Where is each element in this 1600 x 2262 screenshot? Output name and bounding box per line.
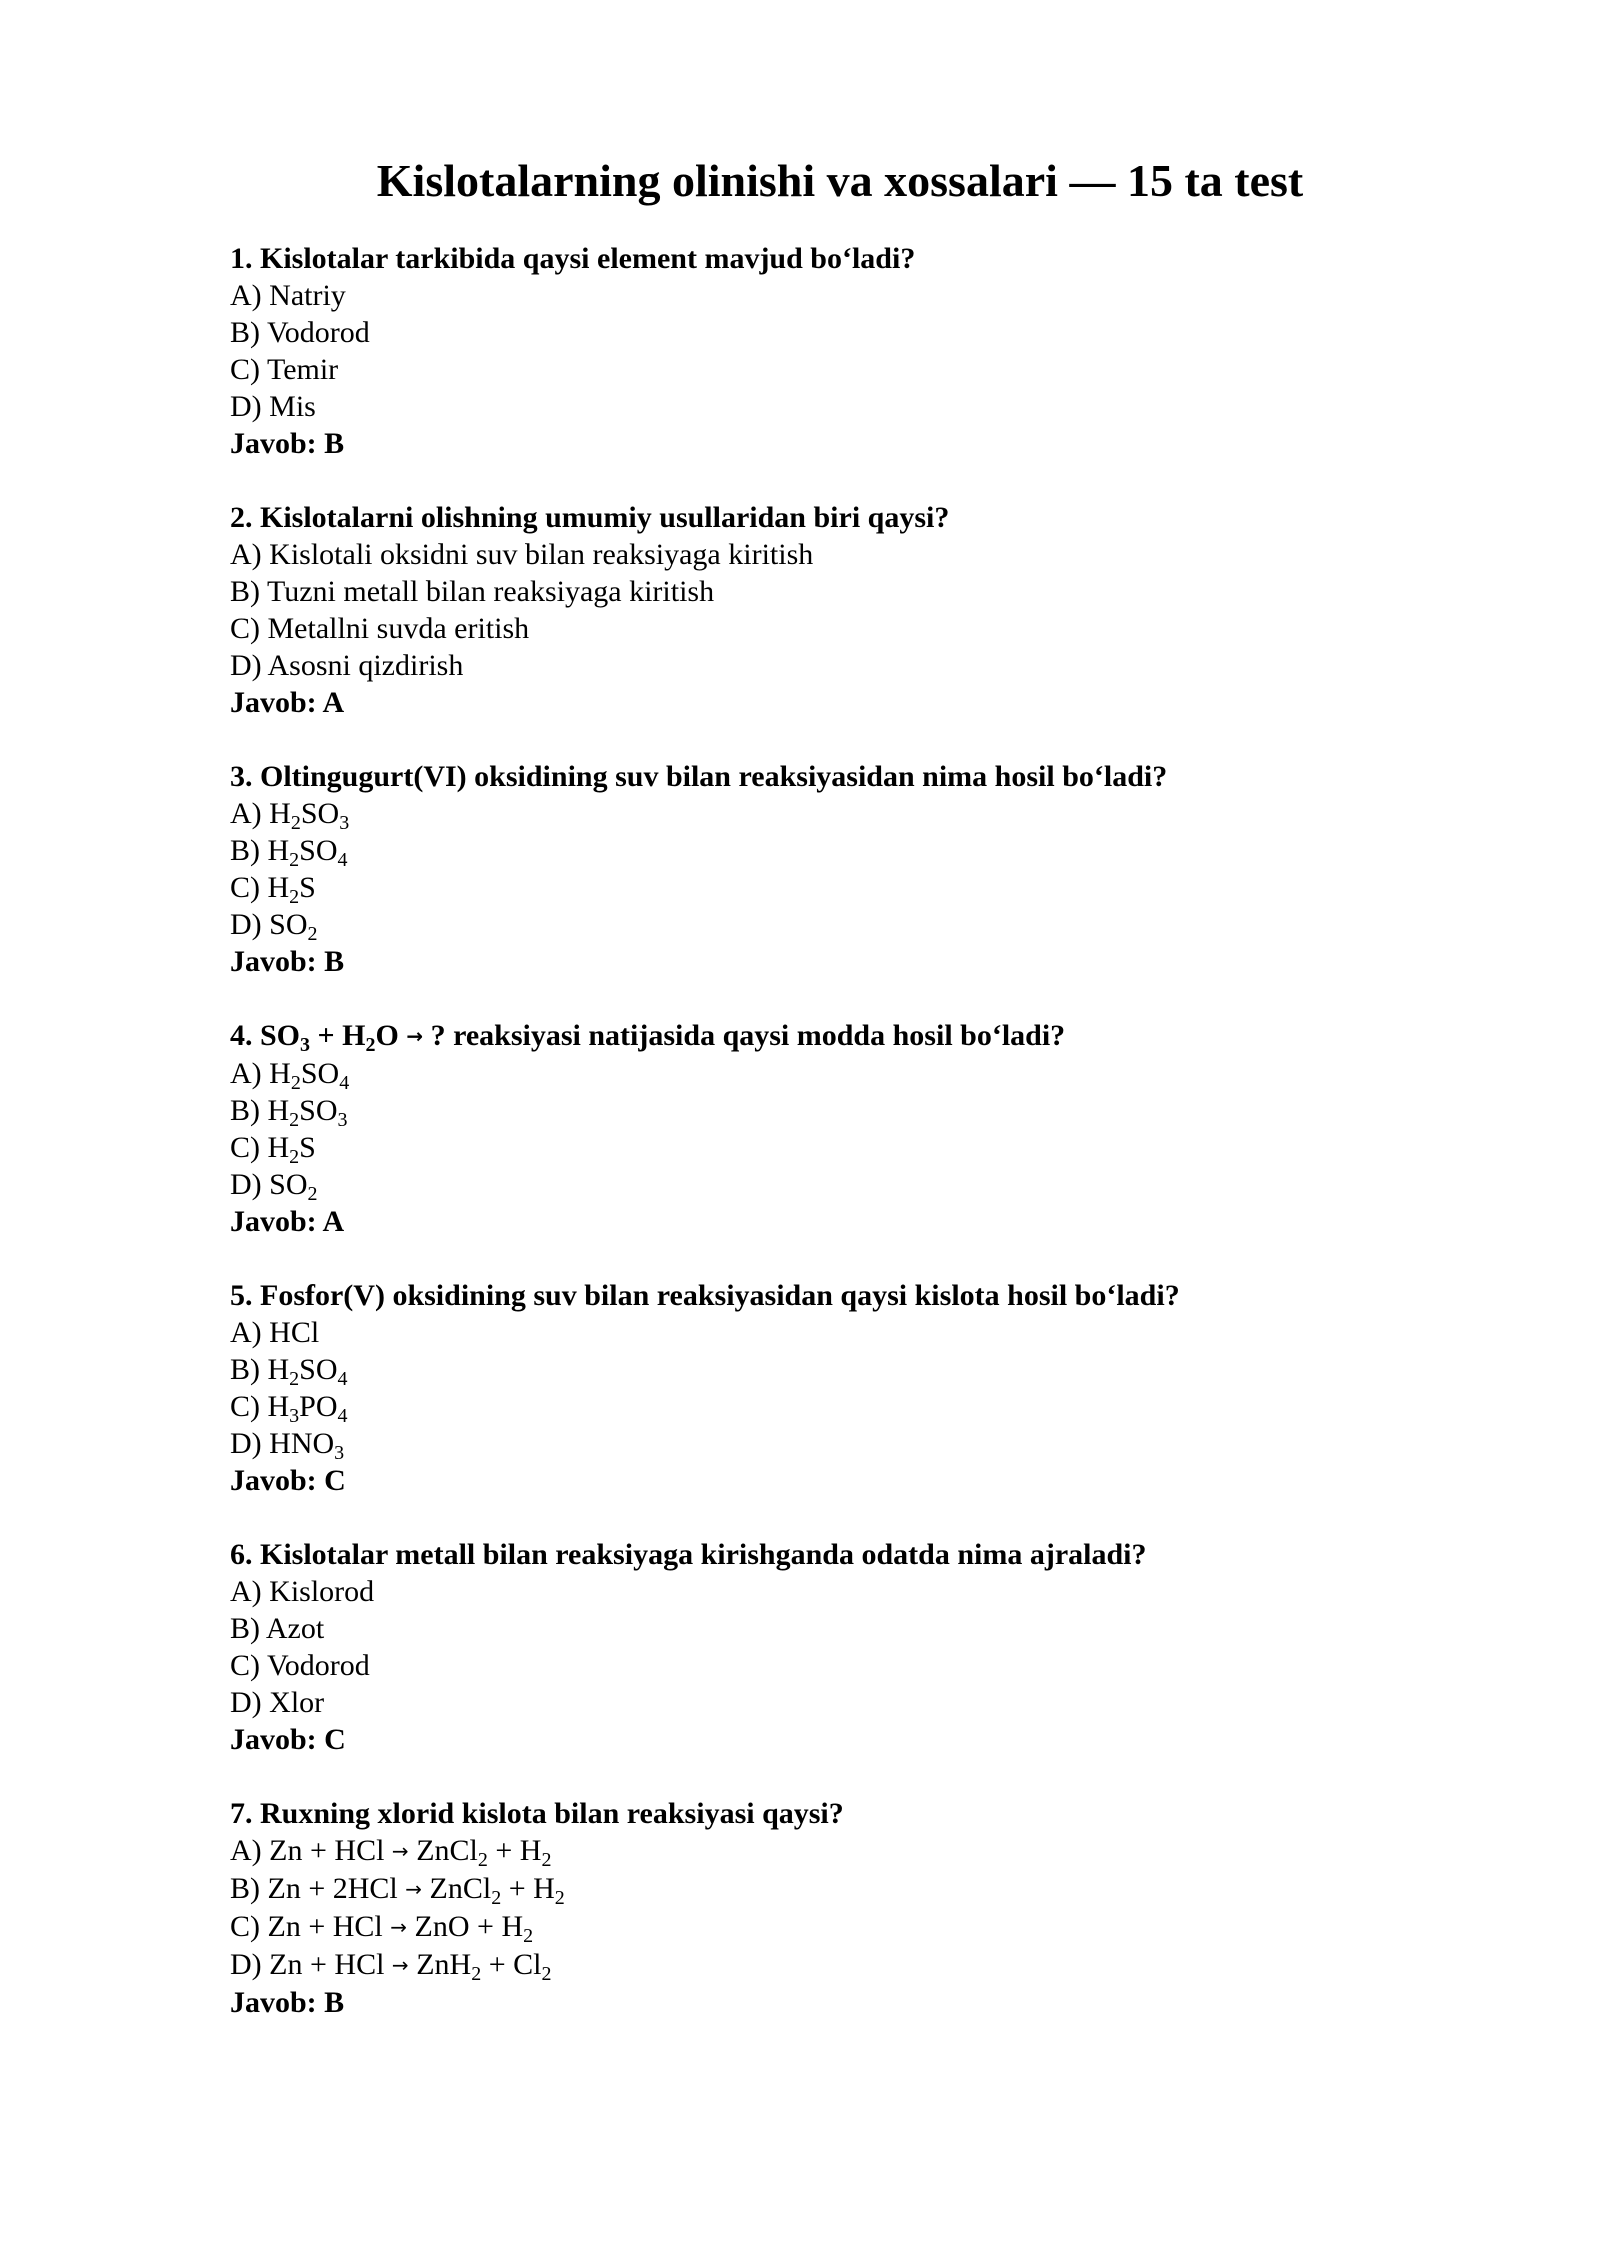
question-block bbox=[230, 1017, 1370, 1240]
answer-option: C) Zn + HCl → ZnO + $H_2$ bbox=[230, 1910, 534, 1947]
answer-option: C) $H_2S$ bbox=[230, 871, 316, 908]
correct-answer: Javob: C bbox=[230, 1723, 346, 1756]
document-title: Kislotalarning olinishi va xossalari — 15 ta test bbox=[376, 155, 1304, 206]
answer-option: C) Temir bbox=[230, 353, 339, 386]
question-text: 2. Kislotalarni olishning umumiy usullaridan biri qaysi? bbox=[230, 501, 950, 534]
answer-option: D) Mis bbox=[230, 390, 316, 423]
reaction-arrow-icon: → bbox=[391, 1839, 409, 1863]
correct-answer: Javob: B bbox=[230, 1986, 345, 2019]
answer-option: C) $H_3PO_4$ bbox=[230, 1390, 348, 1427]
answer-option: B) Tuzni metall bilan reaksiyaga kiritish bbox=[230, 575, 715, 608]
correct-answer: Javob: C bbox=[230, 1464, 346, 1497]
answer-option: A) HCl bbox=[230, 1316, 320, 1349]
question-block bbox=[230, 240, 1370, 462]
answer-option: A) Zn + HCl → ZnCl$_2$ + $H_2$ bbox=[230, 1834, 552, 1871]
question-text: 5. Fosfor(V) oksidining suv bilan reaksiyasidan qaysi kislota hosil bo‘ladi? bbox=[230, 1279, 1180, 1312]
answer-option: A) Kislotali oksidni suv bilan reaksiyaga kiritish bbox=[230, 538, 814, 571]
correct-answer: Javob: A bbox=[230, 1205, 345, 1238]
answer-option: D) $SO_2$ bbox=[230, 908, 318, 945]
question-list bbox=[230, 240, 1370, 2021]
answer-option: B) $H_2SO_3$ bbox=[230, 1094, 348, 1131]
correct-answer: Javob: B bbox=[230, 945, 345, 978]
answer-option: B) Azot bbox=[230, 1612, 325, 1645]
answer-option: C) $H_2S$ bbox=[230, 1131, 316, 1168]
answer-option: B) $H_2SO_4$ bbox=[230, 834, 348, 871]
answer-option: D) Asosni qizdirish bbox=[230, 649, 464, 682]
question-block bbox=[230, 1536, 1370, 1758]
answer-option: A) Kislorod bbox=[230, 1575, 375, 1608]
question-block bbox=[230, 758, 1370, 980]
answer-option: B) $H_2SO_4$ bbox=[230, 1353, 348, 1390]
answer-option: C) Vodorod bbox=[230, 1649, 370, 1682]
answer-option: A) $H_2SO_3$ bbox=[230, 797, 350, 834]
answer-option: D) Xlor bbox=[230, 1686, 325, 1719]
question-text: 1. Kislotalar tarkibida qaysi element mavjud bo‘ladi? bbox=[230, 242, 916, 275]
answer-option: D) Zn + HCl → $ZnH_2 + Cl_2$ bbox=[230, 1948, 552, 1985]
answer-option: B) Vodorod bbox=[230, 316, 370, 349]
question-text: 3. Oltingugurt(VI) oksidining suv bilan reaksiyasidan nima hosil bo‘ladi? bbox=[230, 760, 1168, 793]
question-block bbox=[230, 499, 1370, 721]
question-text: 4. $SO_3 + H_2O$ → ? reaksiyasi natijasida qaysi modda hosil bo‘ladi? bbox=[230, 1019, 1066, 1056]
answer-option: D) $SO_2$ bbox=[230, 1168, 318, 1205]
question-block bbox=[230, 1795, 1370, 2021]
reaction-arrow-icon: → bbox=[391, 1953, 409, 1977]
reaction-arrow-icon: → bbox=[405, 1877, 423, 1901]
question-block bbox=[230, 1277, 1370, 1499]
correct-answer: Javob: B bbox=[230, 427, 345, 460]
answer-option: D) $HNO_3$ bbox=[230, 1427, 345, 1464]
answer-option: A) Natriy bbox=[230, 279, 346, 312]
reaction-arrow-icon: → bbox=[390, 1915, 408, 1939]
question-text: 6. Kislotalar metall bilan reaksiyaga kirishganda odatda nima ajraladi? bbox=[230, 1538, 1147, 1571]
correct-answer: Javob: A bbox=[230, 686, 345, 719]
reaction-arrow-icon: → bbox=[406, 1024, 424, 1048]
answer-option: B) Zn + 2HCl → ZnCl$_2$ + $H_2$ bbox=[230, 1872, 565, 1909]
answer-option: A) $H_2SO_4$ bbox=[230, 1057, 350, 1094]
question-text: 7. Ruxning xlorid kislota bilan reaksiyasi qaysi? bbox=[230, 1797, 844, 1830]
answer-option: C) Metallni suvda eritish bbox=[230, 612, 530, 645]
